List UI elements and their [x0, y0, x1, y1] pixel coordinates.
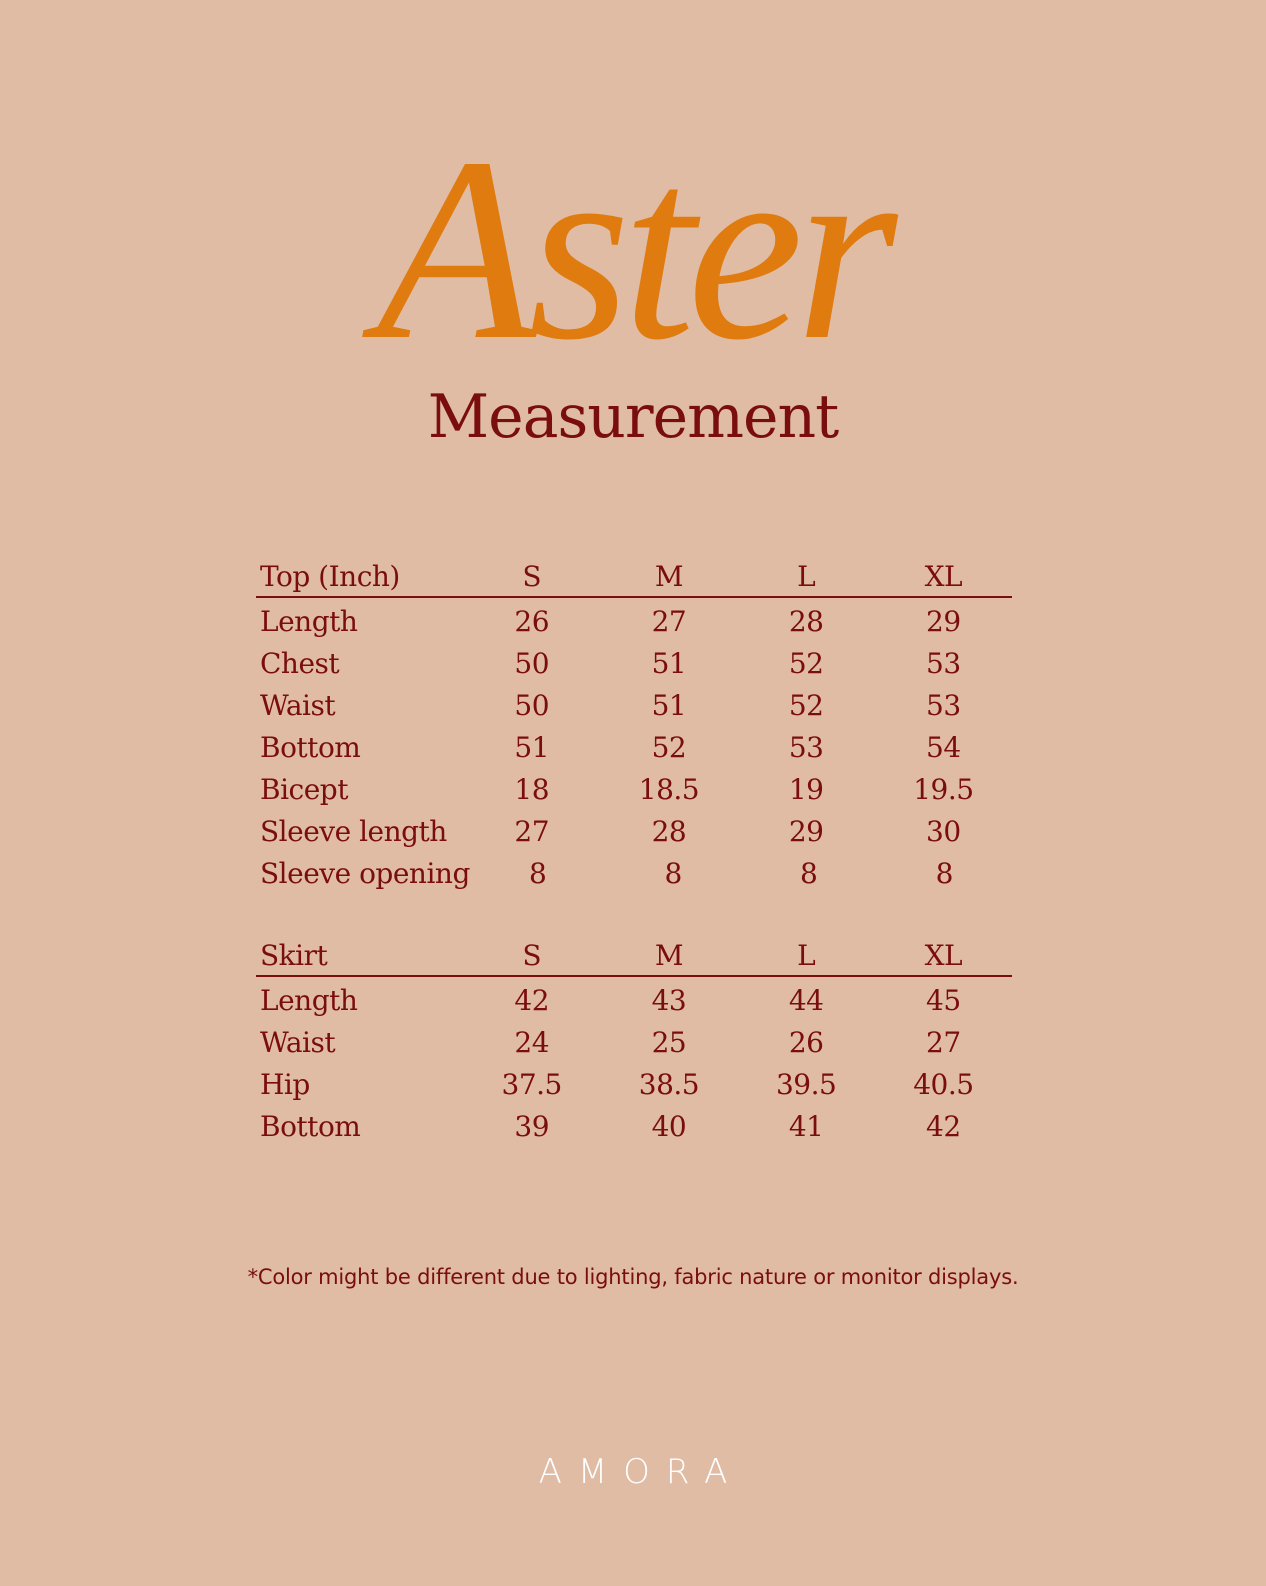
table-cell: 51	[651, 688, 687, 722]
product-title: Aster	[376, 104, 890, 394]
size-header: M	[654, 559, 683, 593]
table-cell: 30	[926, 814, 961, 848]
page-subtitle: Measurement	[427, 382, 839, 452]
table-cell: 39	[514, 1109, 550, 1143]
table-cell: 43	[651, 983, 687, 1017]
table-cell: 28	[788, 604, 824, 638]
size-header: L	[797, 559, 816, 593]
size-header: S	[522, 938, 542, 972]
size-header: XL	[924, 559, 963, 593]
table-row	[256, 1105, 1012, 1147]
table-cell: 53	[788, 730, 824, 764]
row-label: Bottom	[260, 730, 361, 764]
table-cell: 24	[514, 1025, 550, 1059]
table-cell: 28	[651, 814, 687, 848]
table-header-label: Skirt	[260, 938, 328, 972]
row-label: Hip	[260, 1067, 310, 1101]
table-cell: 19	[788, 772, 824, 806]
table-cell: 25	[651, 1025, 687, 1059]
table-cell: 19.5	[913, 772, 974, 806]
table-cell: 53	[926, 688, 961, 722]
table-row	[256, 726, 1012, 768]
brand-logo: AMORA	[538, 1452, 744, 1492]
table-cell: 18.5	[638, 772, 700, 806]
table-cell: 29	[926, 604, 961, 638]
table-cell: 40.5	[913, 1067, 974, 1101]
table-cell: 37.5	[501, 1067, 562, 1101]
table-cell: 27	[651, 604, 687, 638]
table-cell: 52	[788, 688, 824, 722]
table-cell: 42	[926, 1109, 961, 1143]
table-cell: 26	[514, 604, 550, 638]
row-label: Waist	[260, 688, 336, 722]
table-cell: 29	[788, 814, 824, 848]
table-row	[256, 1063, 1012, 1105]
table-cell: 45	[926, 983, 961, 1017]
color-disclaimer: *Color might be different due to lighting, fabric nature or monitor displays.	[247, 1265, 1019, 1289]
table-row	[256, 810, 1012, 852]
table-cell: 26	[788, 1025, 824, 1059]
row-label: Bicept	[260, 772, 348, 806]
row-label: Sleeve length	[260, 814, 447, 848]
table-header-row	[256, 935, 1012, 977]
table-cell: 53	[926, 646, 961, 680]
size-header: L	[797, 938, 816, 972]
table-cell: 27	[514, 814, 550, 848]
table-cell: 39.5	[775, 1067, 837, 1101]
table-cell: 8	[800, 856, 818, 890]
table-cell: 42	[514, 983, 550, 1017]
size-header: S	[522, 559, 542, 593]
size-header: M	[654, 938, 683, 972]
table-header-row	[256, 556, 1012, 598]
table-cell: 51	[514, 730, 550, 764]
table-cell: 8	[664, 856, 682, 890]
table-cell: 40	[651, 1109, 687, 1143]
table-cell: 38.5	[638, 1067, 700, 1101]
table-cell: 18	[514, 772, 550, 806]
table-cell: 50	[514, 646, 550, 680]
table-row	[256, 600, 1012, 642]
table-cell: 50	[514, 688, 550, 722]
table-cell: 8	[935, 856, 953, 890]
table-row	[256, 1021, 1012, 1063]
table-row	[256, 642, 1012, 684]
row-label: Chest	[260, 646, 340, 680]
table-cell: 27	[926, 1025, 961, 1059]
row-label: Sleeve opening	[260, 856, 470, 890]
row-label: Length	[260, 983, 358, 1017]
skirt-measurement-table	[256, 935, 1012, 1147]
top-measurement-table	[256, 556, 1012, 894]
table-cell: 52	[788, 646, 824, 680]
table-cell: 41	[788, 1109, 824, 1143]
table-cell: 51	[651, 646, 687, 680]
table-row	[256, 852, 1012, 894]
table-cell: 44	[788, 983, 824, 1017]
table-cell: 8	[528, 856, 547, 890]
table-row	[256, 979, 1012, 1021]
size-header: XL	[924, 938, 963, 972]
row-label: Length	[260, 604, 358, 638]
table-header-label: Top (Inch)	[260, 559, 400, 593]
table-row	[256, 684, 1012, 726]
table-cell: 52	[651, 730, 687, 764]
table-cell: 54	[926, 730, 961, 764]
row-label: Bottom	[260, 1109, 361, 1143]
row-label: Waist	[260, 1025, 336, 1059]
table-row	[256, 768, 1012, 810]
